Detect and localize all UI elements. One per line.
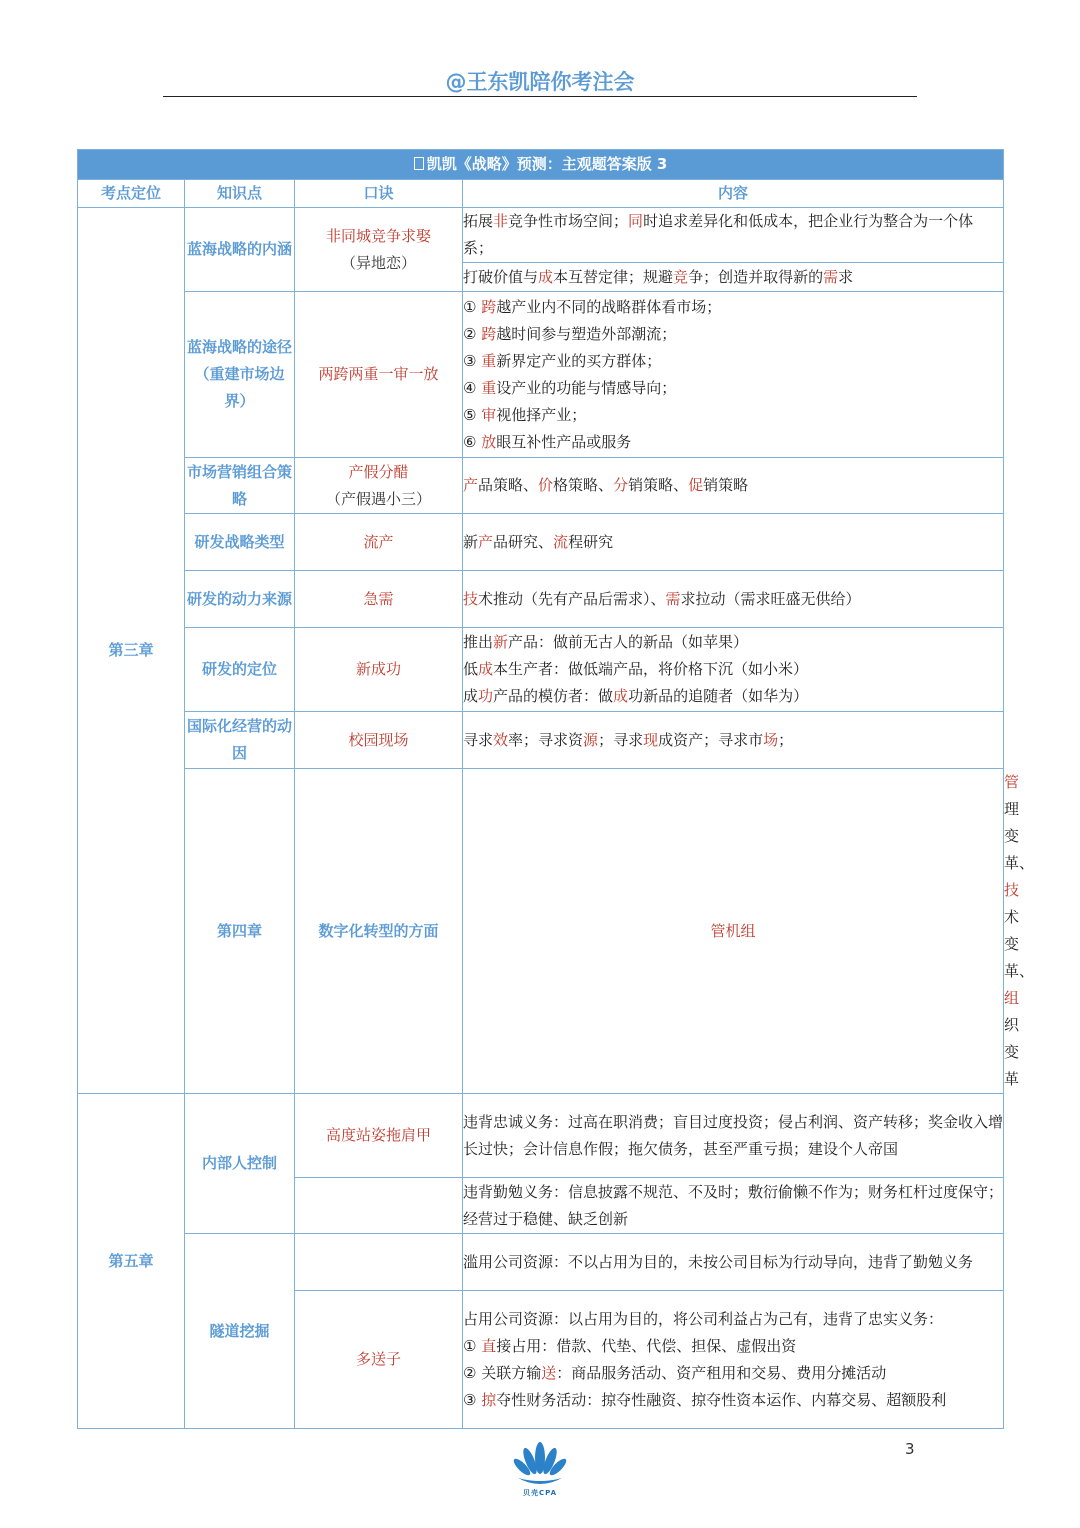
mnemonic-cell: 流产 [295,514,463,571]
content-text: 产品策略、价格策略、分销策略、促销策略 [463,476,749,494]
content-cell: 违背忠诚义务：过高在职消费；盲目过度投资；侵占利润、资产转移；奖金收入增长过快；会计信息作假；拖欠债务，甚至严重亏损；建设个人帝国 [463,1094,1004,1178]
page-header-title: @王东凯陪你考注会 [445,70,635,94]
mnemonic-cell [295,458,463,514]
topic-cell: 市场营销组合策略 [185,458,295,514]
mnemonic-text: 产假分醋 [348,462,409,481]
content-cell [463,571,1004,628]
table-title: 凯凯《战略》预测：主观题答案版 3 [78,150,1004,180]
mnemonic-cell: 急需 [295,571,463,628]
mnemonic-cell: 管机组 [463,769,1004,1094]
content-line: ⑥ 放眼互补性产品或服务 [463,432,632,451]
content-cell: 滥用公司资源：不以占用为目的，未按公司目标为行动导向，违背了勤勉义务 [463,1234,1004,1291]
mnemonic-cell-empty [295,1178,463,1234]
content-line: ① 直接占用：借款、代垫、代偿、担保、虚假出资 [463,1336,797,1355]
column-header-topic: 知识点 [185,180,295,208]
content-cell [463,514,1004,571]
content-line: 占用公司资源：以占用为目的，将公司利益占为己有，违背了忠实义务： [463,1309,944,1328]
content-line: ② 跨越时间参与塑造外部潮流； [463,324,677,343]
mnemonic-cell: 多送子 [295,1291,463,1429]
topic-cell: 研发战略类型 [185,514,295,571]
content-text: 新产品研究、流程研究 [463,532,614,551]
content-text: 技术推动（先有产品后需求）、需求拉动（需求旺盛无供给） [463,589,861,608]
topic-cell: 数字化转型的方面 [295,769,463,1094]
mnemonic-cell: 两跨两重一审一放 [295,292,463,458]
content-cell [463,208,1004,263]
content-cell [463,628,1004,712]
topic-cell: 研发的动力来源 [185,571,295,628]
content-cell [463,292,1004,458]
mnemonic-sub: （异地恋） [340,253,416,272]
content-text: 打破价值与成本互替定律；规避竞争；创造并取得新的需求 [463,267,854,286]
content-cell [463,458,1004,514]
logo-text: 贝壳CPA [522,1489,558,1497]
content-cell [463,263,1004,292]
summary-table [77,149,1035,1429]
content-line: ② 关联方输送：商品服务活动、资产租用和交易、费用分摊活动 [463,1363,887,1382]
column-header-mnemonic: 口诀 [295,180,463,208]
content-line: ⑤ 审视他择产业； [463,405,587,424]
column-header-content: 内容 [463,180,1004,208]
chapter-cell: 第三章 [78,208,185,1094]
content-cell: 违背勤勉义务：信息披露不规范、不及时；敷衍偷懒不作为；财务杠杆过度保守；经营过于稳健、缺乏创新 [463,1178,1004,1234]
chapter-cell: 第四章 [185,769,295,1094]
content-cell [463,1291,1004,1429]
content-line: ① 跨越产业内不同的战略群体看市场； [463,297,722,316]
content-line: 推出新产品：做前无古人的新品（如苹果） [463,633,749,651]
header-divider [163,96,917,97]
mnemonic-cell [295,208,463,292]
mnemonic-text: 非同城竞争求娶 [325,226,431,245]
topic-cell: 国际化经营的动因 [185,712,295,769]
mnemonic-cell: 校园现场 [295,712,463,769]
content-text: 管理变革、技术变革、组织变革 [1004,773,1035,1088]
document-icon [414,157,424,170]
content-line: 成功产品的模仿者：做成功新品的追随者（如华为） [463,687,809,705]
mnemonic-cell: 高度站姿拖肩甲 [295,1094,463,1178]
content-line: ③ 重新界定产业的买方群体； [463,351,662,370]
topic-cell: 隧道挖掘 [185,1234,295,1429]
content-text: 寻求效率；寻求资源；寻求现成资产；寻求市场； [463,730,794,749]
topic-cell: 内部人控制 [185,1094,295,1234]
topic-cell: 蓝海战略的途径（重建市场边界） [185,292,295,458]
content-cell [463,712,1004,769]
mnemonic-cell-empty [295,1234,463,1291]
topic-cell: 研发的定位 [185,628,295,712]
column-header-chapter: 考点定位 [78,180,185,208]
topic-cell: 蓝海战略的内涵 [185,208,295,292]
content-line: 低成本生产者：做低端产品，将价格下沉（如小米） [463,660,809,678]
content-line: ④ 重设产业的功能与情感导向； [463,378,677,397]
content-text: 拓展非竞争性市场空间；同时追求差异化和低成本，把企业行为整合为一个体系； [463,212,974,257]
content-line: ③ 掠夺性财务活动：掠夺性融资、掠夺性资本运作、内幕交易、超额股利 [463,1390,947,1409]
mnemonic-sub: （产假遇小三） [325,489,431,508]
mnemonic-cell: 新成功 [295,628,463,712]
page-number: 3 [905,1440,915,1458]
chapter-cell: 第五章 [78,1094,185,1429]
